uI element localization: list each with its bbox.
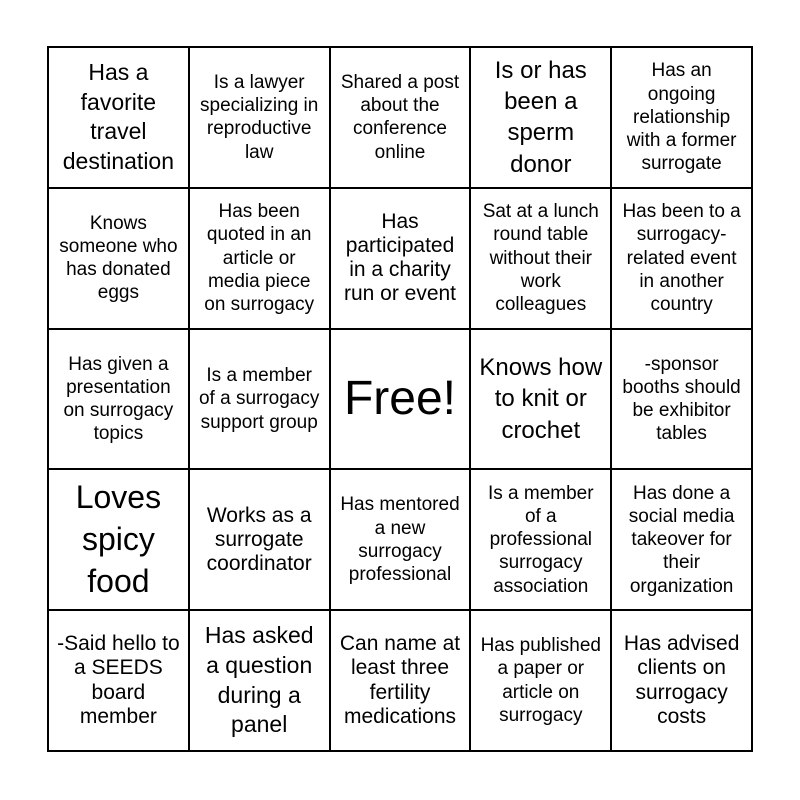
free-space-label: Free!	[343, 371, 456, 425]
bingo-cell[interactable]	[330, 469, 471, 610]
bingo-cell[interactable]	[470, 188, 611, 329]
bingo-board	[47, 46, 753, 752]
cell-text: Has been to a surrogacy-related event in another country	[622, 201, 741, 315]
bingo-cell[interactable]	[470, 329, 611, 470]
bingo-cell[interactable]	[611, 329, 752, 470]
bingo-cell[interactable]	[48, 469, 189, 610]
cell-text: Is or has been a sperm donor	[494, 57, 587, 178]
bingo-cell[interactable]	[611, 47, 752, 188]
cell-text: Has done a social media takeover for their organization	[628, 482, 735, 597]
cell-text: Is a member of a professional surrogacy association	[487, 482, 594, 597]
bingo-cell[interactable]	[189, 188, 330, 329]
bingo-cell[interactable]	[48, 329, 189, 470]
bingo-cell[interactable]	[48, 188, 189, 329]
bingo-cell[interactable]	[189, 47, 330, 188]
cell-text: Has a favorite travel destination	[62, 58, 175, 175]
bingo-cell[interactable]	[470, 610, 611, 751]
cell-text: Knows someone who has donated eggs	[59, 212, 178, 304]
cell-text: Has published a paper or article on surrogacy	[480, 635, 601, 726]
cell-text: Works as a surrogate coordinator	[206, 503, 312, 575]
cell-text: -Said hello to a SEEDS board member	[57, 632, 180, 728]
cell-text: Has been quoted in an article or media piece on surrogacy	[204, 201, 315, 315]
cell-text: Can name at least three fertility medications	[339, 632, 461, 728]
cell-text: Knows how to knit or crochet	[479, 354, 603, 444]
bingo-cell[interactable]	[470, 469, 611, 610]
bingo-cell[interactable]	[48, 47, 189, 188]
cell-text: Sat at a lunch round table without their work colleagues	[482, 201, 599, 315]
bingo-cell[interactable]	[330, 47, 471, 188]
cell-text: Has mentored a new surrogacy professional	[340, 494, 460, 585]
free-space[interactable]	[330, 329, 471, 470]
bingo-cell[interactable]	[611, 188, 752, 329]
cell-text: Has asked a question during a panel	[204, 621, 314, 738]
bingo-cell[interactable]	[48, 610, 189, 751]
cell-text: Has advised clients on surrogacy costs	[623, 632, 740, 728]
bingo-cell[interactable]	[189, 469, 330, 610]
cell-text: Loves spicy food	[75, 479, 162, 599]
bingo-cell[interactable]	[611, 610, 752, 751]
bingo-cell[interactable]	[189, 329, 330, 470]
cell-text: -sponsor booths should be exhibitor tables	[622, 353, 741, 445]
bingo-cell[interactable]	[330, 188, 471, 329]
bingo-cell[interactable]	[611, 469, 752, 610]
bingo-cell[interactable]	[470, 47, 611, 188]
cell-text: Has participated in a charity run or event	[343, 209, 457, 306]
cell-text: Shared a post about the conference online	[340, 72, 460, 163]
cell-text: Has an ongoing relationship with a former surrogate	[626, 60, 737, 175]
cell-text: Is a member of a surrogacy support group	[198, 365, 320, 433]
cell-text: Has given a presentation on surrogacy topics	[63, 353, 174, 445]
bingo-cell[interactable]	[189, 610, 330, 751]
bingo-cell[interactable]	[330, 610, 471, 751]
cell-text: Is a lawyer specializing in reproductive law	[200, 72, 319, 163]
